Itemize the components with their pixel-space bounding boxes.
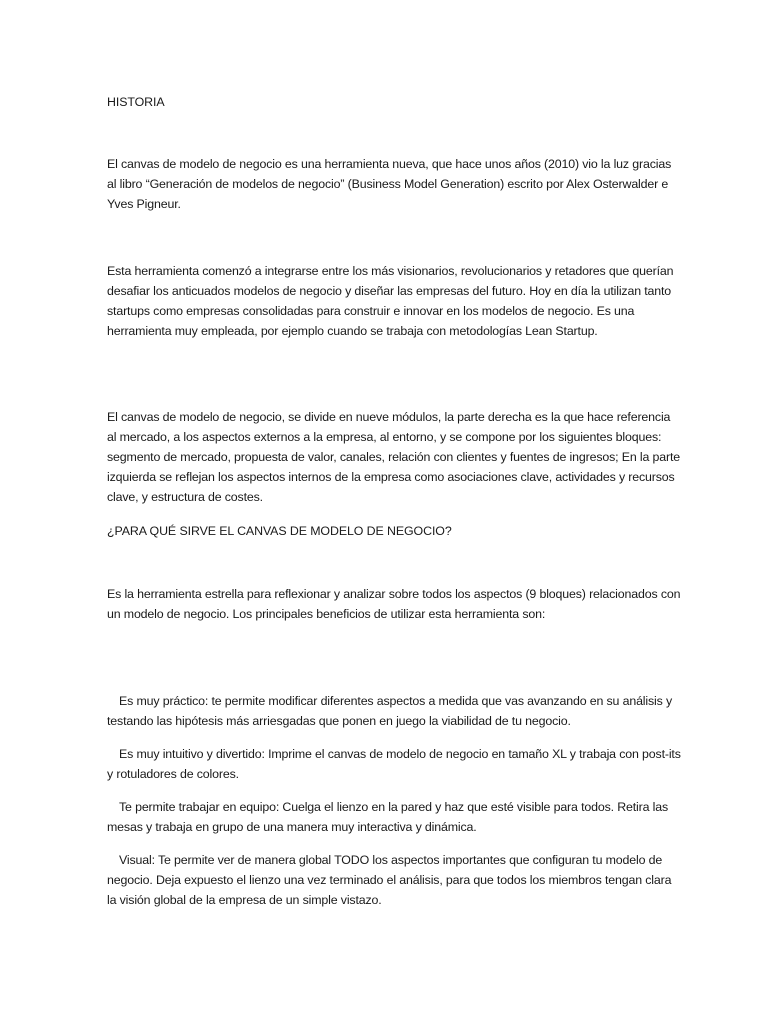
paragraph-intro: El canvas de modelo de negocio es una herramienta nueva, que hace unos años (2010) vio la luz gracias al libro “Generación de modelos de negocio” (Business Model Generation) escrito por Alex Osterwalder e Yves Pigneur.: [107, 157, 672, 211]
benefit-item-visual: Visual: Te permite ver de manera global TODO los aspectos importantes que configuran tu modelo de negocio. Deja expuesto el lienzo una vez terminado el análisis, para que todos los miembros tengan clara la visión global de la empresa de un simple vistazo.: [107, 853, 672, 907]
section-heading-historia: HISTORIA: [107, 95, 165, 109]
benefit-item-intuitive: Es muy intuitivo y divertido: Imprime el canvas de modelo de negocio en tamaño XL y trabaja con post-its y rotuladores de colores.: [107, 747, 681, 781]
benefit-item-practical: Es muy práctico: te permite modificar diferentes aspectos a medida que vas avanzando en su análisis y testando las hipótesis más arriesgadas que ponen en juego la viabilidad de tu negocio.: [107, 694, 673, 728]
paragraph-modules: El canvas de modelo de negocio, se divide en nueve módulos, la parte derecha es la que hace referencia al mercado, a los aspectos externos a la empresa, al entorno, y se compone por los siguientes bloques: segmento de mercado, propuesta de valor, canales, relación con clientes y fuentes de ingresos; En la parte izquierda se reflejan los aspectos internos de la empresa como asociaciones clave, actividades y recursos clave, y estructura de costes.: [107, 410, 681, 504]
paragraph-adoption: Esta herramienta comenzó a integrarse entre los más visionarios, revolucionarios y retadores que querían desafiar los anticuados modelos de negocio y diseñar las empresas del futuro. Hoy en día la utilizan tanto startups como empresas consolidadas para construir e innovar en los modelos de negocio. Es una herramienta muy empleada, por ejemplo cuando se trabaja con metodologías Lean Startup.: [107, 264, 674, 338]
section-heading-purpose: ¿PARA QUÉ SIRVE EL CANVAS DE MODELO DE NEGOCIO?: [107, 524, 452, 538]
benefit-item-teamwork: Te permite trabajar en equipo: Cuelga el lienzo en la pared y haz que esté visible para todos. Retira las mesas y trabaja en grupo de una manera muy interactiva y dinámica.: [107, 800, 669, 834]
paragraph-benefits-intro: Es la herramienta estrella para reflexionar y analizar sobre todos los aspectos (9 bloques) relacionados con un modelo de negocio. Los principales beneficios de utilizar esta herramienta son:: [107, 587, 681, 621]
